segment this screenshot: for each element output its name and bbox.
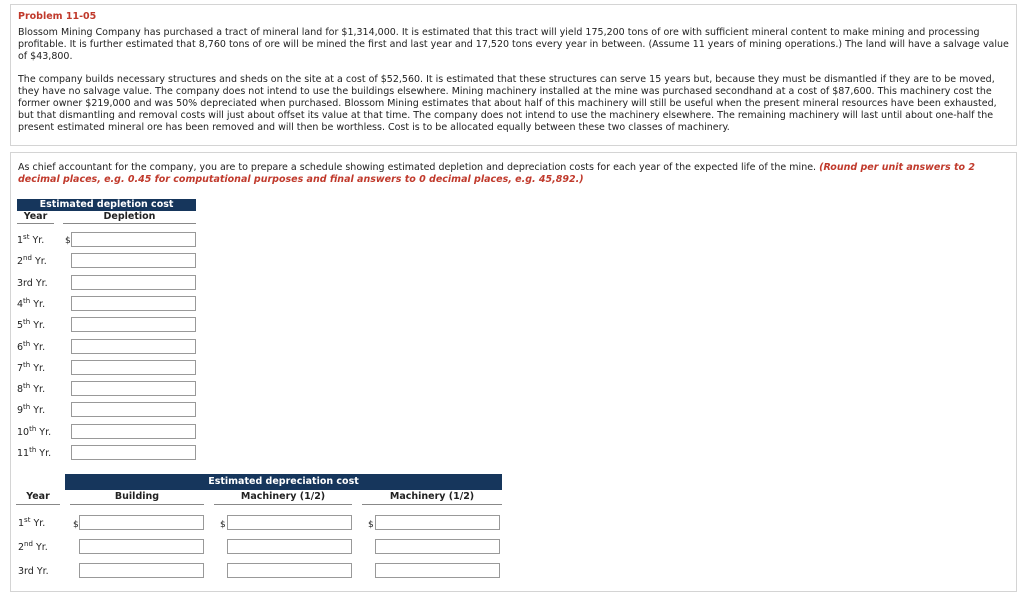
depletion-year-label: 11th Yr. bbox=[17, 446, 52, 460]
machinery-1-input[interactable] bbox=[227, 563, 352, 578]
depletion-year-label: 10th Yr. bbox=[17, 424, 52, 438]
depreciation-col-year: Year bbox=[16, 490, 60, 505]
instructions bbox=[18, 162, 1009, 186]
depletion-input[interactable] bbox=[71, 232, 196, 247]
depletion-input[interactable] bbox=[71, 424, 196, 439]
depletion-input[interactable] bbox=[71, 253, 196, 268]
depreciation-year-label: 3rd Yr. bbox=[18, 566, 49, 578]
depletion-input[interactable] bbox=[71, 381, 196, 396]
depreciation-table-title: Estimated depreciation cost bbox=[65, 474, 502, 490]
machinery-2-input[interactable] bbox=[375, 515, 500, 530]
depletion-year-label: 4th Yr. bbox=[17, 296, 46, 311]
depletion-year-label: 8th Yr. bbox=[17, 382, 46, 396]
currency-symbol: $ bbox=[65, 236, 71, 246]
building-input[interactable] bbox=[79, 563, 204, 578]
instructions-text: As chief accountant for the company, you are to prepare a schedule showing estimated depletion and depreciation costs for each year of the expected life of the mine. bbox=[18, 162, 820, 173]
depletion-input[interactable] bbox=[71, 296, 196, 311]
depreciation-col-machinery-1: Machinery (1/2) bbox=[214, 490, 352, 505]
depletion-year-label: 9th Yr. bbox=[17, 403, 46, 417]
depreciation-year-label: 2nd Yr. bbox=[18, 540, 48, 554]
currency-symbol: $ bbox=[73, 520, 79, 530]
depletion-year-label: 1st Yr. bbox=[17, 233, 45, 247]
depletion-input[interactable] bbox=[71, 317, 196, 332]
machinery-2-input[interactable] bbox=[375, 563, 500, 578]
depletion-year-label: 3rd Yr. bbox=[17, 277, 48, 289]
depletion-input[interactable] bbox=[71, 360, 196, 375]
machinery-1-input[interactable] bbox=[227, 515, 352, 530]
depletion-year-label: 5th Yr. bbox=[17, 318, 46, 332]
depletion-col-year: Year bbox=[17, 211, 54, 224]
problem-paragraph-2: The company builds necessary structures and sheds on the site at a cost of $52,560. It is estimated that these structures can serve 15 years but, because they must be dismantled if they are to be moved, they have no salvage value. The company does not intend to use the buildings elsewhere. Mining machinery installed at the mine was purchased secondhand at a cost of $87,600. This machinery cost the former owner $219,000 and was 50% depreciated when purchased. Blossom Mining estimates that about half of this machinery will still be useful when the present mineral resources have been exhausted, but that dismantling and removal costs will just about offset its value at that time. The company does not intend to use the machinery elsewhere. The remaining machinery will last until about one-half the present estimated mineral ore has been removed and will then be worthless. Cost is to be allocated equally between these two classes of machinery. bbox=[18, 73, 997, 134]
depreciation-col-building: Building bbox=[70, 490, 204, 505]
currency-symbol: $ bbox=[368, 520, 374, 530]
currency-symbol: $ bbox=[220, 520, 226, 530]
depletion-year-label: 6th Yr. bbox=[17, 339, 46, 353]
problem-paragraph-1: Blossom Mining Company has purchased a tract of mineral land for $1,314,000. It is estimated that this tract will yield 175,200 tons of ore with sufficient mineral content to make mining and processing profitable. It is further estimated that 8,760 tons of ore will be mined the first and last year and 17,520 tons every year in between. (Assume 11 years of mining operations.) The land will have a salvage value of $43,800. bbox=[18, 27, 1009, 63]
machinery-1-input[interactable] bbox=[227, 539, 352, 554]
depletion-table-title: Estimated depletion cost bbox=[17, 199, 196, 211]
problem-panel bbox=[10, 4, 1017, 146]
building-input[interactable] bbox=[79, 539, 204, 554]
building-input[interactable] bbox=[79, 515, 204, 530]
depletion-col-depletion: Depletion bbox=[63, 211, 196, 224]
depreciation-col-machinery-2: Machinery (1/2) bbox=[362, 490, 502, 505]
depletion-input[interactable] bbox=[71, 402, 196, 417]
depletion-input[interactable] bbox=[71, 339, 196, 354]
depletion-year-label: 7th Yr. bbox=[17, 360, 46, 374]
depletion-input[interactable] bbox=[71, 445, 196, 460]
depletion-year-label: 2nd Yr. bbox=[17, 254, 47, 268]
instructions-emphasis: (Round per unit answers to 2 decimal places, e.g. 0.45 for computational purposes and final answers to 0 decimal places, e.g. 45,892.) bbox=[18, 162, 976, 186]
depreciation-year-label: 1st Yr. bbox=[18, 516, 46, 530]
depletion-input[interactable] bbox=[71, 275, 196, 290]
machinery-2-input[interactable] bbox=[375, 539, 500, 554]
problem-title: Problem 11-05 bbox=[18, 11, 97, 22]
